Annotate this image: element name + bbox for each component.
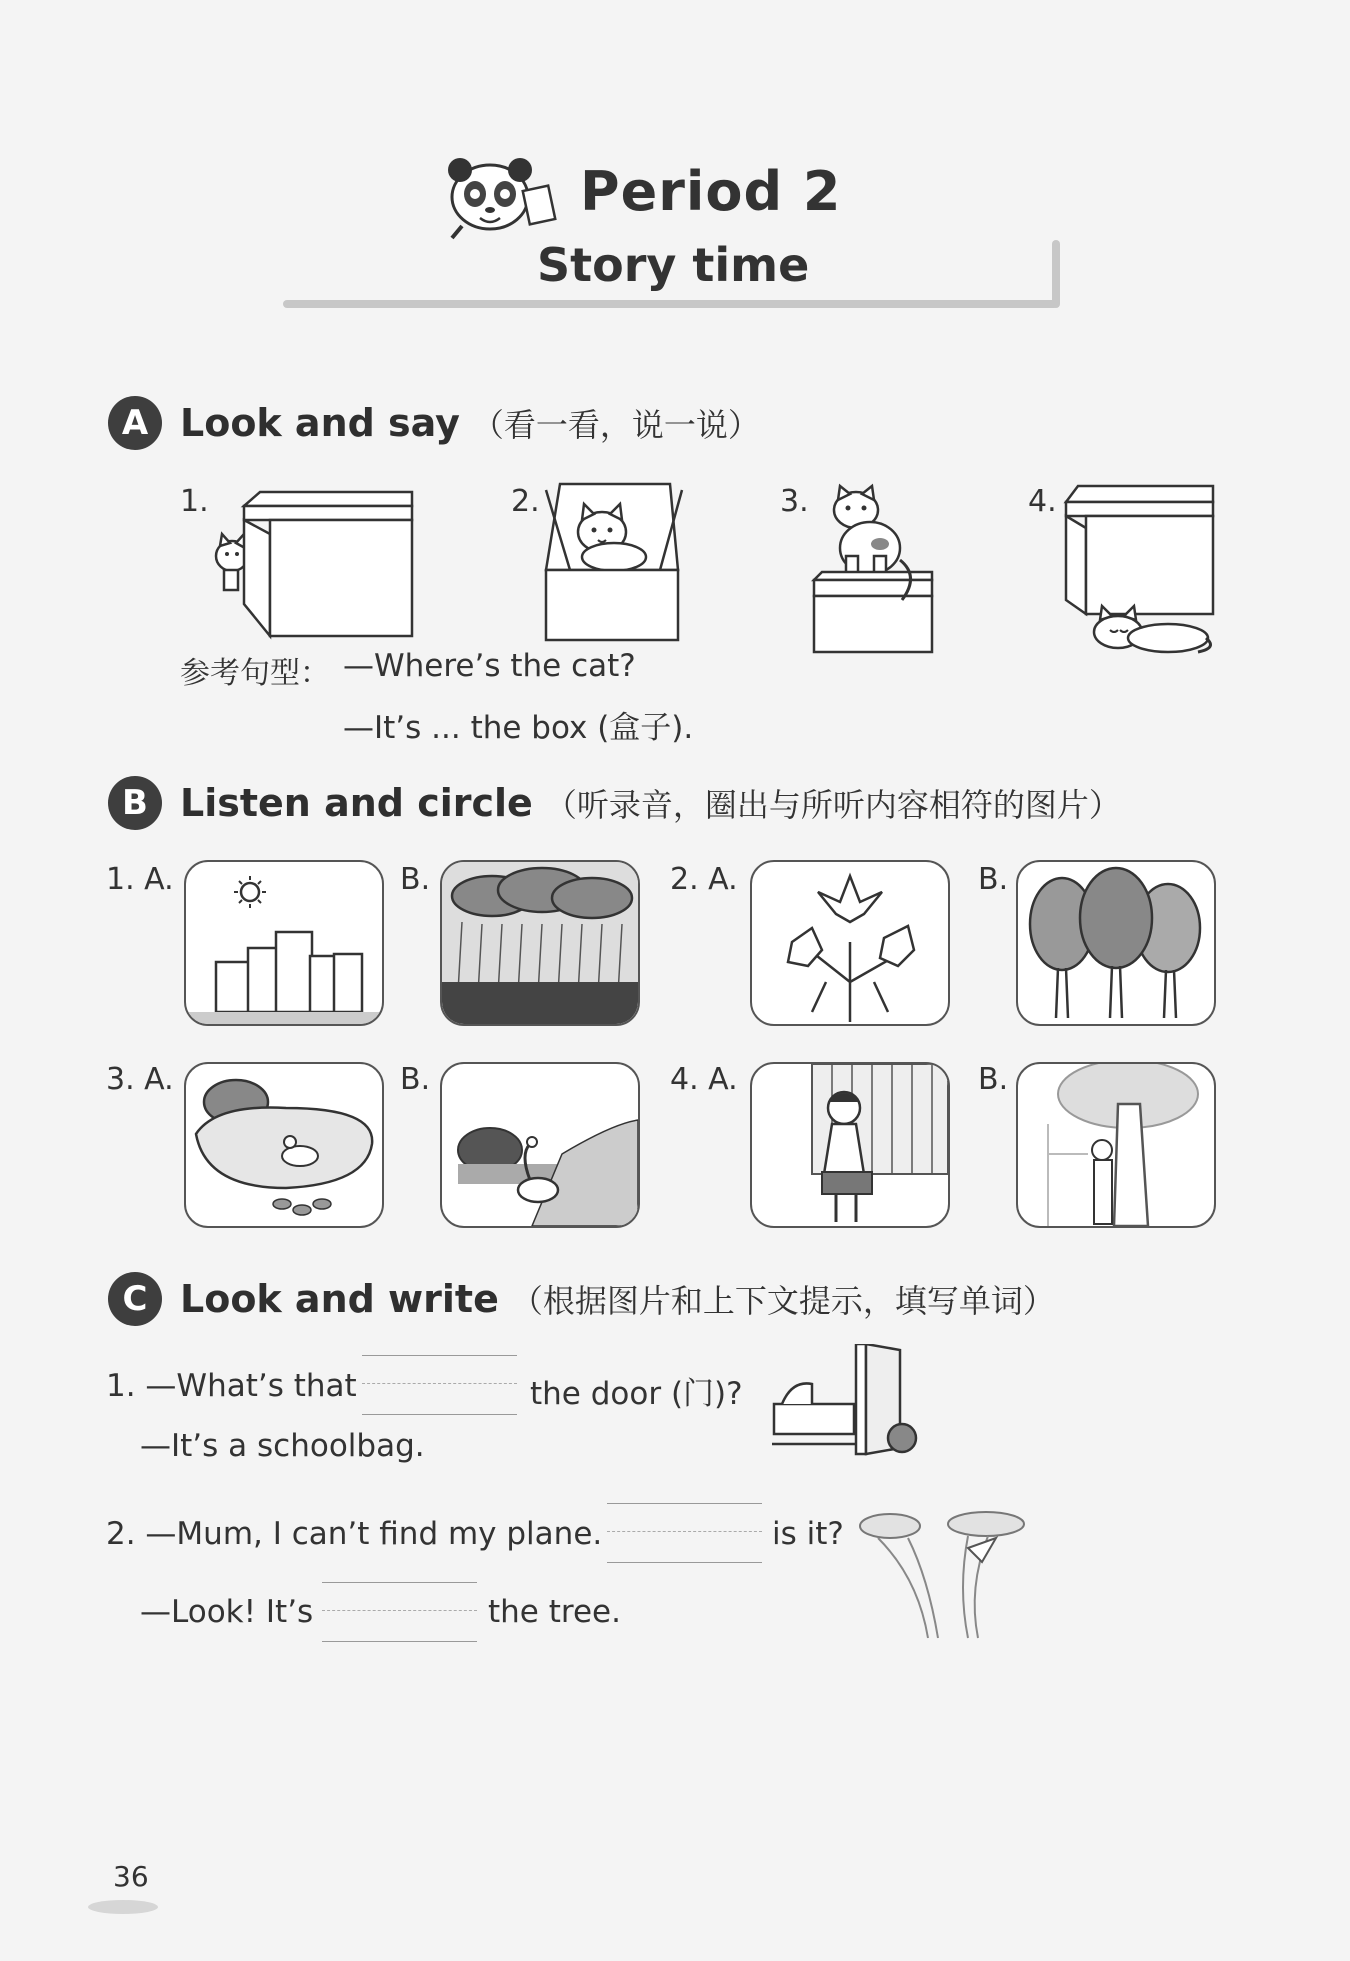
lily-flowers-icon xyxy=(752,862,948,1024)
b-item-1-b-label: B. xyxy=(400,862,431,897)
a-item-3-number: 3. xyxy=(780,484,809,519)
rainy-city-icon xyxy=(442,862,638,1024)
b1-option-a-sunny-city[interactable] xyxy=(184,860,384,1026)
b4-option-b-girl-behind-tree[interactable] xyxy=(1016,1062,1216,1228)
b-item-2-a-label: 2. A. xyxy=(670,862,738,897)
b2-option-b-trees[interactable] xyxy=(1016,860,1216,1026)
reference-answer: —It’s ... the box (盒子). xyxy=(343,710,694,746)
section-c-instruction: （根据图片和上下文提示，填写单词） xyxy=(510,1282,1055,1320)
goose-shore-icon xyxy=(442,1064,638,1226)
b-item-1-a-label: 1. A. xyxy=(106,862,174,897)
b3-option-a-duck-on-lake[interactable] xyxy=(184,1062,384,1228)
b4-option-a-girl-on-bench[interactable] xyxy=(750,1062,950,1228)
page-title: Period 2 xyxy=(580,160,842,223)
panda-mascot-icon xyxy=(440,152,560,242)
c-q1-prompt: 1. —What’s that xyxy=(106,1368,357,1404)
girl-tree-icon xyxy=(1018,1064,1214,1226)
title-underline xyxy=(283,300,1058,308)
b1-option-b-rainy-city[interactable] xyxy=(440,860,640,1026)
room-door-schoolbag-image xyxy=(772,1344,932,1456)
section-a-title: Look and say xyxy=(180,401,460,445)
girl-bench-icon xyxy=(752,1064,948,1226)
b-item-2-b-label: B. xyxy=(978,862,1009,897)
c-q2-answer-end: the tree. xyxy=(488,1594,621,1630)
b2-option-a-lilies[interactable] xyxy=(750,860,950,1026)
section-c-heading xyxy=(108,1272,1055,1326)
sunny-city-icon xyxy=(186,862,382,1024)
c-q2-prompt: 2. —Mum, I can’t find my plane. xyxy=(106,1516,603,1552)
duck-lake-icon xyxy=(186,1064,382,1226)
section-b-instruction: （听录音，圈出与所听内容相符的图片） xyxy=(544,786,1121,824)
trees-icon xyxy=(1018,862,1214,1024)
a-item-4-number: 4. xyxy=(1028,484,1057,519)
c-q2-answer-start: —Look! It’s xyxy=(140,1594,314,1630)
cat-on-box-image xyxy=(808,480,938,656)
page-corner-decoration xyxy=(88,1900,158,1914)
section-c-badge: C xyxy=(108,1272,162,1326)
page-number: 36 xyxy=(113,1860,149,1893)
title-underline-end xyxy=(1052,240,1060,308)
page-subtitle: Story time xyxy=(537,238,810,292)
reference-pattern-label: 参考句型： xyxy=(180,656,330,691)
section-b-badge: B xyxy=(108,776,162,830)
b-item-3-b-label: B. xyxy=(400,1062,431,1097)
reference-question: —Where’s the cat? xyxy=(343,648,636,684)
section-a-heading xyxy=(108,396,760,450)
section-a-badge: A xyxy=(108,396,162,450)
b-item-4-b-label: B. xyxy=(978,1062,1009,1097)
b-item-4-a-label: 4. A. xyxy=(670,1062,738,1097)
cat-under-box-image xyxy=(1058,480,1218,660)
section-c-title: Look and write xyxy=(180,1277,499,1321)
b-item-3-a-label: 3. A. xyxy=(106,1062,174,1097)
c-q2-prompt-end: is it? xyxy=(772,1516,844,1552)
plane-in-tree-image xyxy=(858,1508,1058,1642)
c-q2-answer-blank-2[interactable] xyxy=(322,1582,477,1642)
a-item-1-number: 1. xyxy=(180,484,209,519)
c-q1-prompt-end: the door (门)? xyxy=(530,1376,743,1412)
c-q1-answer-line: —It’s a schoolbag. xyxy=(140,1428,425,1464)
c-q2-answer-blank-1[interactable] xyxy=(607,1503,762,1563)
section-b-title: Listen and circle xyxy=(180,781,533,825)
b3-option-b-goose-on-shore[interactable] xyxy=(440,1062,640,1228)
section-a-instruction: （看一看，说一说） xyxy=(471,406,760,444)
a-item-2-number: 2. xyxy=(511,484,540,519)
cat-behind-box-image xyxy=(210,488,420,640)
section-b-heading xyxy=(108,776,1121,830)
cat-in-box-image xyxy=(542,482,687,642)
c-q1-answer-blank[interactable] xyxy=(362,1355,517,1415)
